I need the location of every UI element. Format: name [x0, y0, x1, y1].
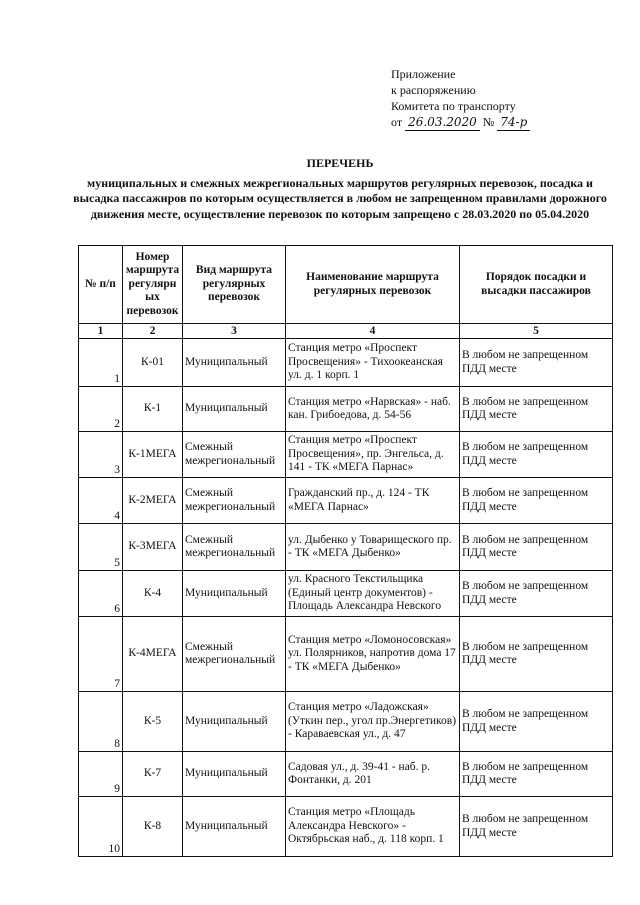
column-number: 2 [123, 324, 183, 339]
column-number-row [79, 324, 613, 339]
route-code: К-01 [123, 339, 183, 387]
route-kind: Муниципальный [183, 752, 286, 797]
header-cell: Номер маршрута регулярн ых перевозок [123, 246, 183, 324]
routes-table [78, 245, 613, 857]
header-cell: Наименование маршрута регулярных перевозок [286, 246, 460, 324]
appendix-line: Приложение [391, 67, 456, 81]
route-kind: Муниципальный [183, 571, 286, 617]
table-header-row [79, 246, 613, 324]
row-index: 8 [79, 692, 123, 752]
appendix-line: Комитета по транспорту [391, 99, 516, 113]
route-kind: Смежный межрегиональный [183, 524, 286, 571]
boarding-order: В любом не запрещенном ПДД месте [460, 478, 613, 524]
route-name: Станция метро «Проспект Просвещения», пр. Энгельса, д. 141 - ТК «МЕГА Парнас» [286, 432, 460, 478]
title-description: муниципальных и смежных межрегиональных маршрутов регулярных перевозок, посадка и высадка пассажиров по которым осуществляется в любом не запрещенном правилами дорожного движения месте, осуществление перевозок по которым запрещено с 28.03.2020 по 05.04.2020 [73, 175, 607, 221]
route-name: ул. Красного Текстильщика (Единый центр документов) - Площадь Александра Невского [286, 571, 460, 617]
route-name: Станция метро «Проспект Просвещения» - Тихоокеанская ул. д. 1 корп. 1 [286, 339, 460, 387]
row-index: 2 [79, 387, 123, 432]
handwritten-order-number: 74-р [497, 114, 530, 131]
boarding-order: В любом не запрещенном ПДД месте [460, 387, 613, 432]
row-index: 9 [79, 752, 123, 797]
boarding-order: В любом не запрещенном ПДД месте [460, 571, 613, 617]
row-index: 1 [79, 339, 123, 387]
route-name: Станция метро «Нарвская» - наб. кан. Грибоедова, д. 54-56 [286, 387, 460, 432]
route-code: К-2МЕГА [123, 478, 183, 524]
row-index: 5 [79, 524, 123, 571]
table-row [79, 432, 613, 478]
column-number: 5 [460, 324, 613, 339]
route-code: К-4МЕГА [123, 617, 183, 692]
row-index: 4 [79, 478, 123, 524]
route-code: К-7 [123, 752, 183, 797]
document-title [70, 156, 610, 222]
route-code: К-5 [123, 692, 183, 752]
boarding-order: В любом не запрещенном ПДД месте [460, 524, 613, 571]
route-name: ул. Дыбенко у Товарищеского пр. - ТК «МЕГА Дыбенко» [286, 524, 460, 571]
route-name: Садовая ул., д. 39-41 - наб. р. Фонтанки, д. 201 [286, 752, 460, 797]
route-name: Станция метро «Ломоносовская» ул. Полярников, напротив дома 17 - ТК «МЕГА Дыбенко» [286, 617, 460, 692]
table-row [79, 797, 613, 857]
table-row [79, 339, 613, 387]
table-row [79, 387, 613, 432]
route-code: К-1 [123, 387, 183, 432]
number-sign: № [482, 115, 495, 129]
route-kind: Муниципальный [183, 797, 286, 857]
table-row [79, 571, 613, 617]
title-heading: ПЕРЕЧЕНЬ [306, 156, 374, 170]
boarding-order: В любом не запрещенном ПДД месте [460, 339, 613, 387]
row-index: 6 [79, 571, 123, 617]
column-number: 3 [183, 324, 286, 339]
table-row [79, 752, 613, 797]
route-code: К-3МЕГА [123, 524, 183, 571]
boarding-order: В любом не запрещенном ПДД месте [460, 692, 613, 752]
route-kind: Муниципальный [183, 339, 286, 387]
header-cell: Вид маршрута регулярных перевозок [183, 246, 286, 324]
column-number: 1 [79, 324, 123, 339]
route-kind: Муниципальный [183, 692, 286, 752]
route-name: Гражданский пр., д. 124 - ТК «МЕГА Парнас» [286, 478, 460, 524]
route-kind: Смежный межрегиональный [183, 432, 286, 478]
appendix-order-line [391, 114, 530, 131]
table-row [79, 524, 613, 571]
header-cell: № п/п [79, 246, 123, 324]
date-prefix: от [391, 115, 403, 129]
row-index: 3 [79, 432, 123, 478]
boarding-order: В любом не запрещенном ПДД месте [460, 617, 613, 692]
handwritten-date: 26.03.2020 [405, 114, 480, 131]
boarding-order: В любом не запрещенном ПДД месте [460, 752, 613, 797]
route-name: Станция метро «Площадь Александра Невского» - Октябрьская наб., д. 118 корп. 1 [286, 797, 460, 857]
column-number: 4 [286, 324, 460, 339]
row-index: 7 [79, 617, 123, 692]
table-row [79, 692, 613, 752]
route-code: К-4 [123, 571, 183, 617]
route-kind: Муниципальный [183, 387, 286, 432]
route-name: Станция метро «Ладожская» (Уткин пер., угол пр.Энергетиков) - Караваевская ул., д. 47 [286, 692, 460, 752]
boarding-order: В любом не запрещенном ПДД месте [460, 432, 613, 478]
route-code: К-8 [123, 797, 183, 857]
table-row [79, 617, 613, 692]
table-row [79, 478, 613, 524]
row-index: 10 [79, 797, 123, 857]
boarding-order: В любом не запрещенном ПДД месте [460, 797, 613, 857]
route-code: К-1МЕГА [123, 432, 183, 478]
route-kind: Смежный межрегиональный [183, 478, 286, 524]
appendix-block [391, 66, 530, 131]
route-kind: Смежный межрегиональный [183, 617, 286, 692]
header-cell: Порядок посадки и высадки пассажиров [460, 246, 613, 324]
appendix-line: к распоряжению [391, 83, 476, 97]
